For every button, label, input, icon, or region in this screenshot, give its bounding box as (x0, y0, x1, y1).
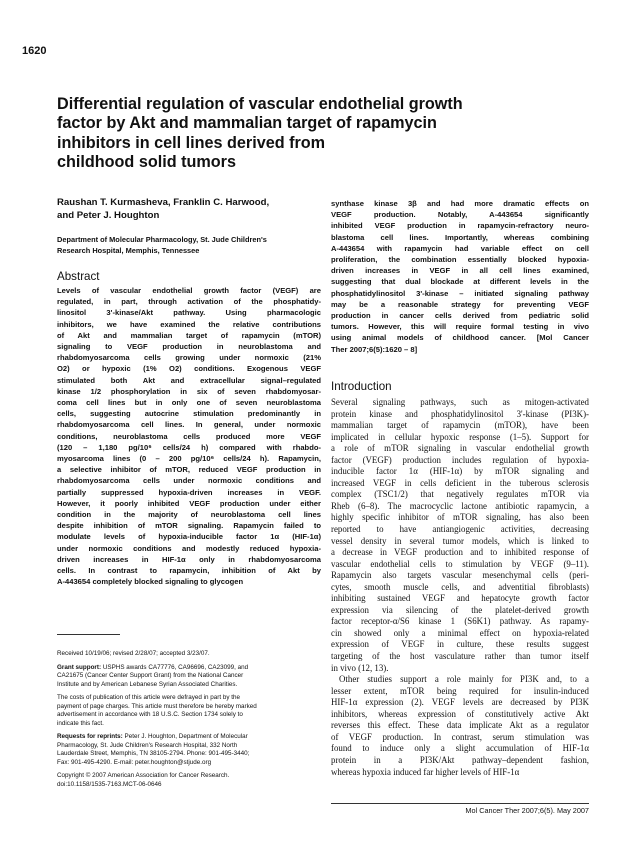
abstract-line: production in cancer cells derived from pediatric solid (331, 311, 589, 321)
title-line: inhibitors in cell lines derived from (57, 133, 326, 152)
abstract-line: may be a reasonable strategy for preventing VEGF (331, 299, 589, 309)
received-dates: Received 10/19/06; revised 2/28/07; accepted 3/23/07. (57, 650, 210, 657)
body-text-line: factor (VEGF) production includes regulation of hypoxia- (331, 454, 589, 465)
abstract-line: kinase 1/2 phosphorylation in six of seven rhabdomyosar- (57, 386, 321, 396)
abstract-line: using animal models of childhood cancer. [Mol Cancer (331, 333, 589, 343)
body-text-line: vascular endothelial cells to stimulation by VEGF (9–11). (331, 558, 589, 569)
abstract-line: O2) or hypoxic (1% O2) conditions. Exogenous VEGF (57, 364, 321, 374)
title-line: childhood solid tumors (57, 153, 236, 172)
copyright: Copyright © 2007 American Association for Cancer Research. (57, 772, 230, 779)
publication-costs: The costs of publication of this article were defrayed in part by the payment of page charges. This article must therefore be hereby marked advertisement in accordance with 18 U.S.C. Section 1734 solely to indicate this fact. (57, 694, 257, 727)
abstract-line: VEGF production. Notably, A-443654 significantly (331, 210, 589, 220)
body-text-line: vessel density in several tumor models, which is linked to (331, 535, 589, 546)
body-text-line: inhibitors, whereas expression of constitutively active Akt (331, 708, 589, 719)
abstract-line: under normoxic conditions and modestly reduced hypoxia- (57, 543, 321, 553)
authors-line: and Peter J. Houghton (57, 209, 160, 221)
abstract-line: condition in the majority of neuroblastoma cell lines (57, 510, 321, 520)
title-line: Differential regulation of vascular endothelial growth (57, 95, 463, 113)
body-text-line: targeting of the host vasculature rather than tumor itself (331, 651, 589, 662)
abstract-line: phosphatidylinositol 3'-kinase – initiated signaling pathway (331, 288, 589, 298)
abstract-line: partially suppressed hypoxia-driven increases in VEGF. (57, 487, 321, 497)
abstract-line: Ther 2007;6(5):1620 – 8] (331, 344, 418, 354)
introduction-body (331, 397, 589, 778)
abstract-line: modulate levels of hypoxia-inducible factor 1α (HIF-1α) (57, 532, 321, 542)
abstract-line: despite inhibition of mTOR signaling. Rapamycin failed to (57, 521, 321, 531)
footnote-divider (57, 634, 120, 635)
body-text-line: Rheb (6–8). The macrocyclic lactone antibiotic rapamycin, a (331, 500, 589, 511)
abstract-line: myosarcoma lines (0 – 200 pg/10⁶ cells/24 h). Rapamycin, (57, 454, 321, 464)
doi: doi:10.1158/1535-7163.MCT-06-0646 (57, 780, 162, 788)
abstract-line: proliferation, the combination essentially blocked hypoxia- (331, 255, 589, 265)
abstract-line: of Akt and mammalian target of rapamycin (mTOR) (57, 330, 321, 340)
body-text-line: Other studies support a role mainly for PI3K and, to a (339, 674, 589, 685)
page-number: 1620 (22, 45, 47, 57)
body-text-line: mammalian target of rapamycin (mTOR), have been (331, 420, 589, 431)
author-list (57, 197, 317, 222)
body-text-line: complex (TSC1/2) that negatively regulates mTOR via (331, 489, 589, 500)
abstract-line: coma cell lines but in only one of seven neuroblastoma (57, 398, 321, 408)
body-text-line: reported to have antiangiogenic activities, decreasing (331, 524, 589, 535)
body-text-line: protein kinase and phosphatidylinositol 3'-kinase (PI3K)- (331, 408, 589, 419)
abstract-left-column (57, 285, 321, 587)
body-text-line: cin showed only a minimal effect on hypoxia-related (331, 627, 589, 638)
body-text-line: of VEGF production. In contrast, serum stimulation was (331, 731, 589, 742)
abstract-line: cells, suggesting autocrine stimulation predominantly in (57, 409, 321, 419)
abstract-right-column (331, 198, 589, 355)
abstract-line: synthase kinase 3β and had more dramatic effects on (331, 199, 589, 208)
abstract-heading: Abstract (57, 270, 100, 283)
abstract-line: rhabdomyosarcoma cell lines. In general, under normoxic (57, 420, 321, 430)
body-text-line: protein in a PI3K/Akt pathway–dependent fashion, (331, 754, 589, 765)
abstract-line: (120 – 1,180 pg/10⁶ cells/24 h) compared with rhabdo- (57, 442, 321, 452)
article-title (57, 95, 537, 173)
affiliation (57, 235, 319, 256)
abstract-line: A-443654 with rapamycin had variable effect on cell (331, 243, 589, 253)
body-text-line: inducible factor 1α (HIF-1α) by mTOR signaling and (331, 466, 589, 477)
body-text-line: a decrease in VEGF production and to inhibited response of (331, 547, 589, 558)
abstract-line: rhabdomyosarcoma cells growing under normoxic (21% (57, 353, 321, 363)
journal-citation-footer: Mol Cancer Ther 2007;6(5). May 2007 (465, 806, 589, 815)
body-text-line: increased VEGF in cells deficient in the tuberous sclerosis (331, 477, 589, 488)
abstract-line: signaling to VEGF production in neuroblastoma and (57, 342, 321, 352)
abstract-line: linositol 3'-kinase/Akt pathway. Using pharmacologic (57, 308, 321, 318)
body-text-line: cytes, smooth muscle cells, and adventitial fibroblasts) (331, 581, 589, 592)
authors-line: Raushan T. Kurmasheva, Franklin C. Harwood, (57, 197, 270, 208)
body-text-line: inhibiting sustained VEGF and hepatocyte growth factor (331, 593, 589, 604)
body-text-line: HIF-1α expression (2). VEGF levels are decreased by PI3K (331, 697, 589, 708)
abstract-line: cells. In contrast to rapamycin, inhibition of Akt by (57, 566, 321, 576)
abstract-line: driven increases in HIF-1α only in rhabdomyosarcoma (57, 554, 321, 564)
body-text-line: highly specific inhibitor of mTOR signaling, has also been (331, 512, 589, 523)
grant-support: Grant support: USPHS awards CA77776, CA96696, CA23099, and CA21675 (Cancer Center Support Grant) from the National Cancer Institute and by American Lebanese Syrian Associated Charities. (57, 663, 249, 688)
body-text-line: implicated in cellular hypoxic response (1–5). Support for (331, 431, 589, 442)
reprint-requests: Requests for reprints: Peter J. Houghton, Department of Molecular Pharmacology, St. Jude Children's Research Hospital, 332 North Lauderdale Street, Memphis, TN 38105-2794. Phone: 901-495-3440; Fax: 901-495-4290. E-mail: peter.houghton@stjude.org (57, 733, 250, 766)
affiliation-line: Department of Molecular Pharmacology, St. Jude Children's (57, 235, 267, 244)
abstract-line: inhibitors, we have examined the relative contributions (57, 319, 321, 329)
body-text-line: Several signaling pathways, such as mitogen-activated (331, 397, 589, 407)
abstract-line: However, it poorly inhibited VEGF production under either (57, 498, 321, 508)
abstract-line: a selective inhibitor of mTOR, reduced VEGF production in (57, 465, 321, 475)
body-text-line: whereas hypoxia induced far higher levels of HIF-1α (331, 766, 520, 777)
abstract-line: stimulated both Akt and extracellular signal–regulated (57, 375, 321, 385)
body-text-line: expression of VEGF in culture, these results suggest (331, 639, 589, 650)
body-text-line: lesser extent, mTOR being required for insulin-induced (331, 685, 589, 696)
abstract-line: A-443654 completely blocked signaling to glycogen (57, 577, 244, 587)
abstract-line: regulated, in part, through activation of the phosphatidy- (57, 297, 321, 307)
grant-label: Grant support: (57, 663, 102, 671)
footer-divider (331, 803, 589, 804)
body-text-line: expression via silencing of the platelet-derived growth (331, 604, 589, 615)
body-text-line: factor receptor-α/S6 kinase 1 (S6K1) pathway. As rapamy- (331, 616, 589, 627)
abstract-line: inhibited VEGF production in rapamycin-refractory neuro- (331, 221, 589, 231)
body-text-line: reverses this effect. These data implicate Akt as a regulator (331, 720, 589, 731)
abstract-line: driven increases in VEGF in all cell lines examined, (331, 266, 589, 276)
body-text-line: Rapamycin also targets vascular mesenchymal cells (peri- (331, 570, 589, 581)
body-text-line: in vivo (12, 13). (331, 662, 389, 673)
abstract-line: suggesting that dual blockade at different levels in the (331, 277, 589, 287)
body-text-line: a role of mTOR signaling in vascular endothelial growth (331, 443, 589, 454)
body-text-line: found to induce only a slight accumulation of HIF-1α (331, 743, 589, 754)
abstract-line: conditions, neuroblastoma cells produced more VEGF (57, 431, 321, 441)
affiliation-line: Research Hospital, Memphis, Tennessee (57, 245, 200, 255)
reprints-label: Requests for reprints: (57, 733, 123, 740)
abstract-line: rhabdomyosarcoma cells under normoxic conditions and (57, 476, 321, 486)
introduction-heading: Introduction (331, 380, 392, 393)
abstract-line: blastoma cell lines. Importantly, whereas combining (331, 232, 589, 242)
footnotes (57, 650, 321, 789)
abstract-line: tumors. However, this will require formal testing in vivo (331, 322, 589, 332)
title-line: factor by Akt and mammalian target of rapamycin (57, 114, 437, 133)
abstract-line: Levels of vascular endothelial growth factor (VEGF) are (57, 286, 321, 295)
